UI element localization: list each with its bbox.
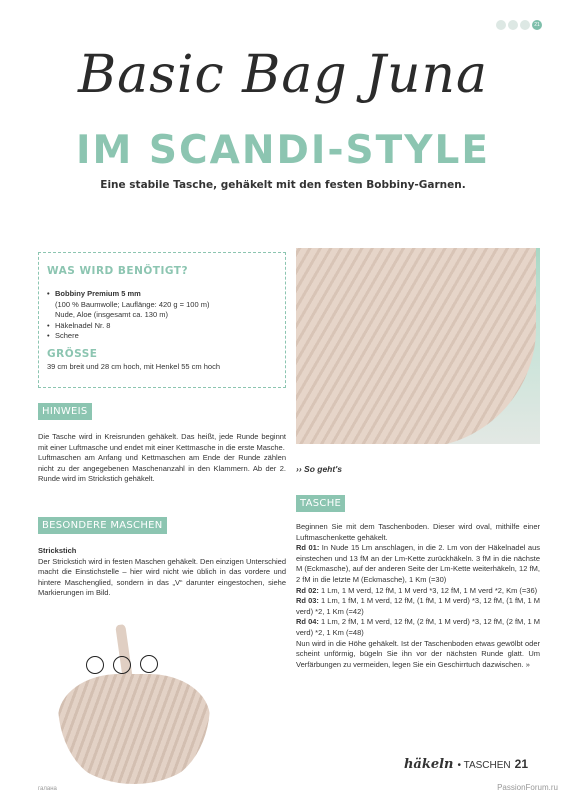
- hinweis-label: HINWEIS: [38, 403, 92, 420]
- round-key: Rd 04:: [296, 617, 319, 627]
- round-text: 1 Lm, 2 fM, 1 M verd, 12 fM, (2 fM, 1 M verd) *3, 12 fM, (2 fM, 1 M verd) *2, 1 Km (=48): [296, 617, 540, 637]
- round-2: [296, 586, 540, 597]
- material-item: • Schere: [47, 331, 277, 342]
- footer-section: • TASCHEN: [457, 760, 511, 771]
- round-key: Rd 03:: [296, 596, 319, 606]
- dot-active: 21: [532, 20, 542, 30]
- hinweis-text: [38, 432, 286, 485]
- watermark: PassionForum.ru: [497, 783, 558, 792]
- small-mark: галана: [38, 786, 57, 792]
- title-script: Basic Bag Juna: [77, 45, 489, 105]
- hinweis-p1: Die Tasche wird in Kreisrunden gehäkelt. Das heißt, jede Runde beginnt mit einer Luftmasche und endet mit einer Kettmasche in die erste Masche.: [38, 432, 286, 452]
- material-item: • Häkelnadel Nr. 8: [47, 321, 277, 332]
- materials-box: [38, 252, 286, 388]
- tasche-outro: Nun wird in die Höhe gehäkelt. Ist der Taschenboden etwas gewölbt oder scheint unförmig, bügeln Sie ihn vor der nächsten Runde glatt. Um Verfärbungen zu vermeiden, legen Sie ein Geschirrtuch dazwischen. »: [296, 638, 540, 669]
- marker-circle: [86, 656, 104, 674]
- stitch-photo: [58, 624, 210, 784]
- tasche-text: [296, 522, 540, 670]
- page-footer: [404, 757, 528, 772]
- size-heading: GRÖSSE: [47, 347, 98, 360]
- dot: [496, 20, 506, 30]
- marker-circle: [140, 655, 158, 673]
- goes-label: ›› So geht's: [296, 464, 342, 474]
- besondere-p: Der Strickstich wird in festen Maschen gehäkelt. Den einzigen Unterschied macht die Einstichstelle – hier wird nicht wie üblich in das vordere und hintere Maschenglied, sondern in das „V“ darunter eingestochen, siehe Markierungen im Bild.: [38, 556, 286, 598]
- tasche-label: TASCHE: [296, 495, 345, 512]
- round-1: [296, 543, 540, 585]
- tasche-intro: Beginnen Sie mit dem Taschenboden. Dieser wird oval, mithilfe einer Luftmaschenkette gehäkelt.: [296, 522, 540, 542]
- footer-brand: häkeln: [403, 757, 454, 772]
- bag-photo: [296, 248, 540, 444]
- subtitle: Eine stabile Tasche, gehäkelt mit den festen Bobbiny-Garnen.: [100, 179, 466, 191]
- round-3: [296, 596, 540, 617]
- round-text: In Nude 15 Lm anschlagen, in die 2. Lm von der Häkelnadel aus einstechen und 13 fM an der Lm-Kette zurückhäkeln. 3 fM in die nächste M (Eckmasche), auf der anderen Seite der Lm-Kette weiterhäkeln, 12 fM, 2 fM in die letzte M (Eckmasche), 1 Km (=30): [296, 543, 541, 584]
- material-detail: (100 % Baumwolle; Lauflänge: 420 g = 100 m): [55, 299, 210, 309]
- round-key: Rd 02:: [296, 585, 319, 595]
- round-text: 1 Lm, 1 fM, 1 M verd, 12 fM, (1 fM, 1 M verd) *3, 12 fM, (1 fM, 1 M verd) *2, 1 Km (=42): [296, 596, 540, 616]
- round-text: 1 Lm, 1 M verd, 12 fM, 1 M verd *3, 12 fM, 1 M verd *2, Km (=36): [318, 585, 538, 595]
- material-detail: Nude, Aloe (insgesamt ca. 130 m): [55, 310, 168, 319]
- marker-circle: [113, 656, 131, 674]
- besondere-sub: Strickstich: [38, 546, 77, 555]
- dot: [520, 20, 530, 30]
- hinweis-p2: Luftmaschen am Anfang und Kettmaschen am Ende der Runde zählen nicht zu der angegebenen Maschenanzahl in den Klammern. Ab der 2. Runde wird im Strickstich gehäkelt.: [38, 453, 286, 484]
- size-text: 39 cm breit und 28 cm hoch, mit Henkel 55 cm hoch: [47, 361, 220, 371]
- materials-list: [47, 289, 277, 342]
- bag-texture: [296, 248, 536, 444]
- material-item: • Bobbiny Premium 5 mm: [47, 289, 277, 300]
- round-4: [296, 617, 540, 638]
- page-dots: [496, 20, 542, 30]
- besondere-label: BESONDERE MASCHEN: [38, 517, 167, 534]
- knit-texture: [58, 674, 210, 784]
- materials-heading: WAS WIRD BENÖTIGT?: [47, 265, 189, 277]
- title-main: IM SCANDI-STYLE: [76, 128, 490, 173]
- besondere-text: [38, 546, 286, 599]
- round-key: Rd 01:: [296, 543, 320, 553]
- dot: [508, 20, 518, 30]
- page-number: 21: [514, 757, 528, 771]
